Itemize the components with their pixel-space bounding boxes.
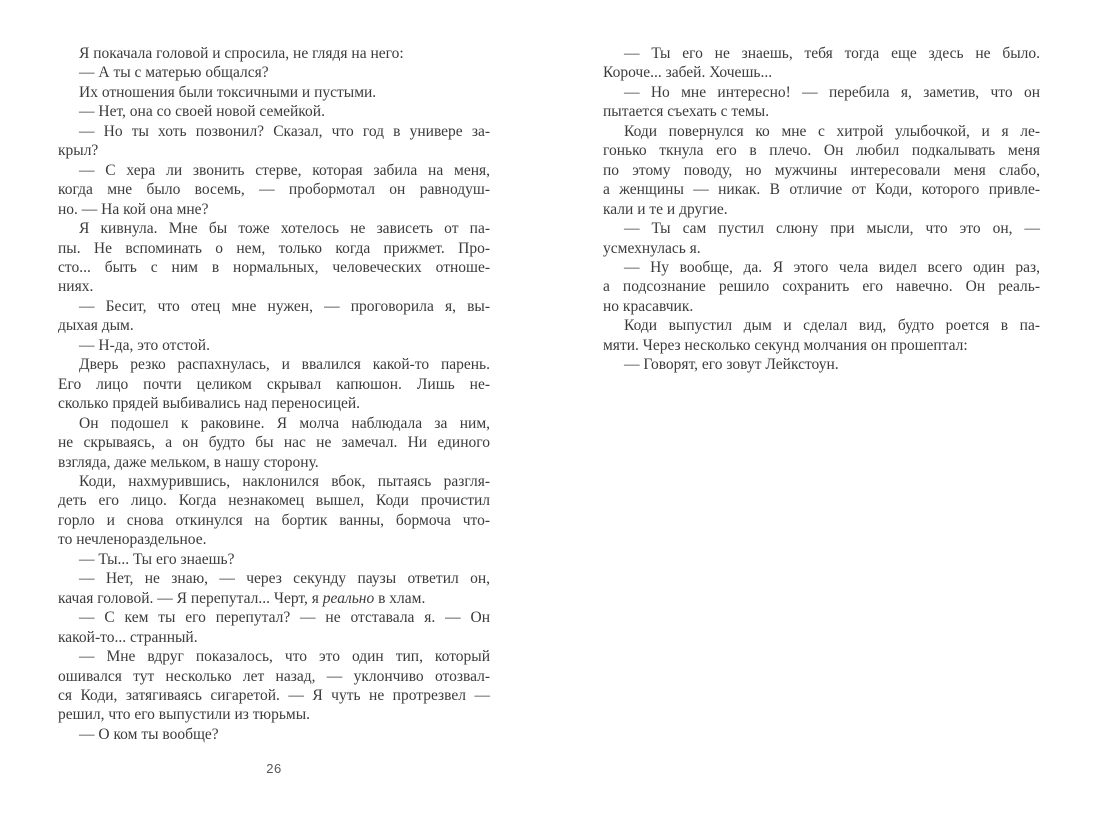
text-line: усмехнулась я.	[603, 239, 701, 257]
text-line: но красавчик.	[603, 297, 694, 315]
left-page-text	[58, 44, 490, 744]
text-line: по этому поводу, но мужчины интересовали меня слабо,	[603, 161, 1040, 179]
text-line: Он подошел к раковине. Я молча наблюдала за ним,	[79, 414, 490, 432]
text-line: ниях.	[58, 278, 94, 296]
text-line: а подсознание решило сохранить его навечно. Он реаль-	[603, 278, 1040, 296]
text-line: какой-то... странный.	[58, 628, 198, 646]
text-line: то нечленораздельное.	[58, 531, 207, 549]
text-line: Коди выпустил дым и сделал вид, будто роется в па-	[624, 317, 1040, 335]
text-line: пытается съехать с темы.	[603, 103, 770, 121]
text-line: — А ты с матерью общался?	[79, 64, 269, 82]
text-line: — Ты его не знаешь, тебя тогда еще здесь не было.	[624, 45, 1040, 62]
text-line: дыхая дым.	[58, 317, 134, 335]
text-line: качая головой. — Я перепутал... Черт, я реально в хлам.	[58, 589, 426, 607]
text-line: — Н-да, это отстой.	[79, 336, 210, 354]
text-line: — Нет, она со своей новой семейкой.	[79, 103, 325, 121]
text-line: — С хера ли звонить стерве, которая забила на меня,	[79, 161, 490, 179]
text-line: горло и снова откинулся на бортик ванны, бормоча что-	[58, 511, 490, 529]
text-line: Я покачала головой и спросила, не глядя на него:	[79, 45, 404, 62]
text-line: — Но мне интересно! — перебила я, заметив, что он	[624, 83, 1040, 101]
text-line: не скрываясь, а он будто бы нас не замечал. Ни единого	[58, 434, 490, 452]
text-line: а женщины — никак. В отличие от Коди, которого привле-	[603, 181, 1040, 199]
text-line: — С кем ты его перепутал? — не отставала я. — Он	[79, 609, 490, 627]
text-line: Их отношения были токсичными и пустыми.	[79, 83, 377, 101]
text-line: пы. Не вспоминать о нем, только когда прижмет. Про-	[58, 239, 490, 257]
text-line: — Ты... Ты его знаешь?	[79, 550, 235, 568]
text-line: Дверь резко распахнулась, и ввалился какой-то парень.	[79, 356, 490, 374]
text-line: Коди повернулся ко мне с хитрой улыбочкой, и я ле-	[624, 122, 1040, 140]
text-line: решил, что его выпустили из тюрьмы.	[58, 706, 311, 724]
text-line: — Ну вообще, да. Я этого чела видел всего один раз,	[624, 258, 1040, 276]
text-line: — Ты сам пустил слюну при мысли, что это он, —	[624, 220, 1040, 238]
text-line: деть его лицо. Когда незнакомец вышел, Коди прочистил	[58, 492, 490, 510]
text-line: Коди, нахмурившись, наклонился вбок, пытаясь разгля-	[79, 472, 490, 490]
text-line: — Мне вдруг показалось, что это один тип, который	[79, 648, 490, 666]
text-line: — О ком ты вообще?	[79, 725, 219, 743]
page-number: 26	[266, 761, 282, 776]
text-line: Короче... забей. Хочешь...	[603, 64, 773, 82]
text-line: Я кивнула. Мне бы тоже хотелось не зависеть от па-	[79, 220, 490, 238]
text-line: ошивался тут несколько лет назад, — уклончиво отозвал-	[58, 667, 490, 685]
text-line: гонько ткнула его в плечо. Он любил подкалывать меня	[603, 142, 1040, 160]
right-page-text	[603, 44, 1040, 375]
text-line: — Говорят, его зовут Лейкстоун.	[624, 356, 839, 374]
text-line: — Нет, не знаю, — через секунду паузы ответил он,	[79, 570, 490, 588]
text-line: сколько прядей выбивались над переносицей.	[58, 395, 361, 413]
text-line: сто... быть с ним в нормальных, человеческих отноше-	[58, 258, 490, 276]
text-line: крыл?	[58, 142, 99, 160]
text-line: мяти. Через несколько секунд молчания он прошептал:	[603, 336, 968, 354]
text-line: но. — На кой она мне?	[58, 200, 209, 218]
text-line: — Бесит, что отец мне нужен, — проговорила я, вы-	[79, 297, 490, 315]
text-line: ся Коди, затягиваясь сигаретой. — Я чуть не протрезвел —	[58, 686, 490, 704]
text-line: взгляда, даже мельком, в нашу сторону.	[58, 453, 319, 471]
text-line: когда мне было восемь, — пробормотал он равнодуш-	[58, 181, 490, 199]
text-line: кали и те и другие.	[603, 200, 728, 218]
text-line: — Но ты хоть позвонил? Сказал, что год в универе за-	[79, 122, 490, 140]
text-line: Его лицо почти целиком скрывал капюшон. Лишь не-	[58, 375, 490, 393]
